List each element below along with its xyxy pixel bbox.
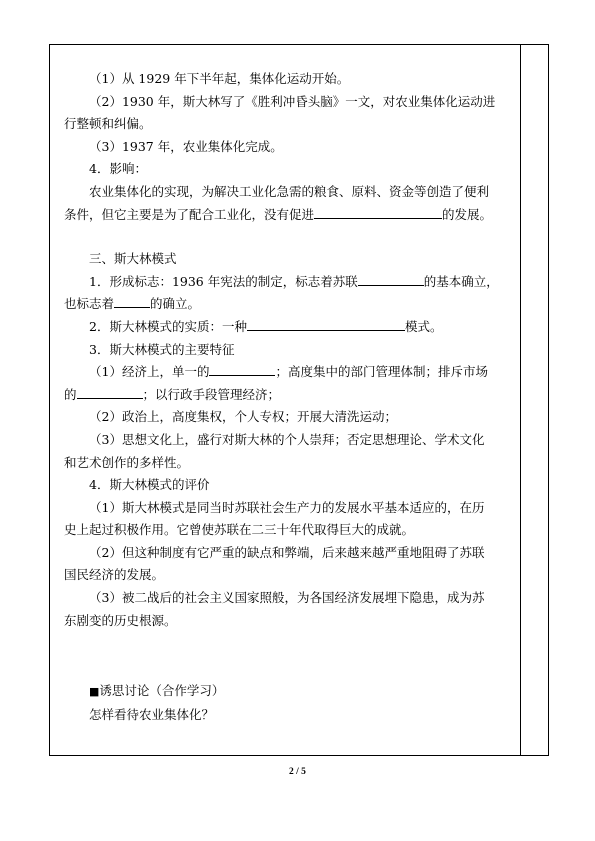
text-line: 国民经济的发展。 xyxy=(64,567,165,583)
text-line: （2）1930 年，斯大林写了《胜利冲昏头脑》一文，对农业集体化运动进 xyxy=(89,93,496,109)
text-segment: 也标志着 xyxy=(64,296,115,312)
fill-blank[interactable] xyxy=(209,361,275,376)
text-line: （2）政治上，高度集权，个人专权；开展大清洗运动； xyxy=(89,409,397,425)
discussion-title: 诱思讨论（合作学习） xyxy=(99,683,225,699)
main-cell xyxy=(64,68,504,726)
text-segment: ；高度集中的部门管理体制；排斥市场 xyxy=(275,364,488,380)
text-segment: 模式。 xyxy=(404,318,443,334)
text-line: （3）思想文化上，盛行对斯大林的个人崇拜；否定思想理论、学术文化 xyxy=(89,431,485,447)
text-segment: 条件，但它主要是为了配合工业化，没有促进 xyxy=(64,206,315,222)
text-line: 行整顿和纠偏。 xyxy=(64,116,152,132)
fill-blank[interactable] xyxy=(77,384,143,399)
text-segment: 的确立。 xyxy=(150,296,201,312)
text-segment: ；以行政手段管理经济； xyxy=(142,386,281,402)
text-line: 3．斯大林模式的主要特征 xyxy=(89,341,235,357)
text-line xyxy=(64,361,504,384)
lesson-table xyxy=(49,44,549,756)
text-segment: 的发展。 xyxy=(442,206,493,222)
page-number: 2 / 5 xyxy=(289,767,306,777)
text-line: 农业集体化的实现，为解决工业化急需的粮食、原料、资金等创造了便利 xyxy=(89,183,490,199)
text-line: （1）从 1929 年下半年起，集体化运动开始。 xyxy=(89,71,350,86)
text-line: 东剧变的历史根源。 xyxy=(64,612,177,628)
column-divider xyxy=(520,45,521,755)
section-heading: 三、斯大林模式 xyxy=(89,251,177,267)
text-segment: 1．形成标志：1936 年宪法的制定，标志着苏联 xyxy=(89,273,358,289)
square-bullet-icon: ■ xyxy=(89,685,100,699)
text-line: 4．斯大林模式的评价 xyxy=(89,477,210,493)
text-segment: 2．斯大林模式的实质：一种 xyxy=(89,318,247,334)
text-line: （3）1937 年，农业集体化完成。 xyxy=(89,138,283,154)
fill-blank[interactable] xyxy=(314,204,442,219)
text-line: 史上起过积极作用。它曾使苏联在二三十年代取得巨大的成就。 xyxy=(64,522,415,538)
text-line xyxy=(64,384,504,407)
fill-blank[interactable] xyxy=(247,316,405,331)
discussion-question: 怎样看待农业集体化？ xyxy=(89,706,215,722)
text-line xyxy=(64,293,504,316)
text-line xyxy=(64,316,504,339)
text-line: （1）斯大林模式是同当时苏联社会生产力的发展水平基本适应的，在历 xyxy=(89,499,485,515)
text-line: （3）被二战后的社会主义国家照般，为各国经济发展埋下隐患，成为苏 xyxy=(89,590,485,606)
fill-blank[interactable] xyxy=(358,271,424,286)
text-line xyxy=(64,271,504,294)
text-line xyxy=(64,204,504,227)
text-line: 和艺术创作的多样性。 xyxy=(64,454,190,470)
text-line: 4．影响： xyxy=(89,161,147,177)
text-segment: 的基本确立， xyxy=(423,273,499,289)
discussion-heading xyxy=(64,680,504,704)
text-segment: （1）经济上，单一的 xyxy=(89,364,210,380)
text-segment: 的 xyxy=(64,386,77,402)
text-line: （2）但这种制度有它严重的缺点和弊端，后来越来越严重地阻碍了苏联 xyxy=(89,544,485,560)
fill-blank[interactable] xyxy=(114,293,150,308)
